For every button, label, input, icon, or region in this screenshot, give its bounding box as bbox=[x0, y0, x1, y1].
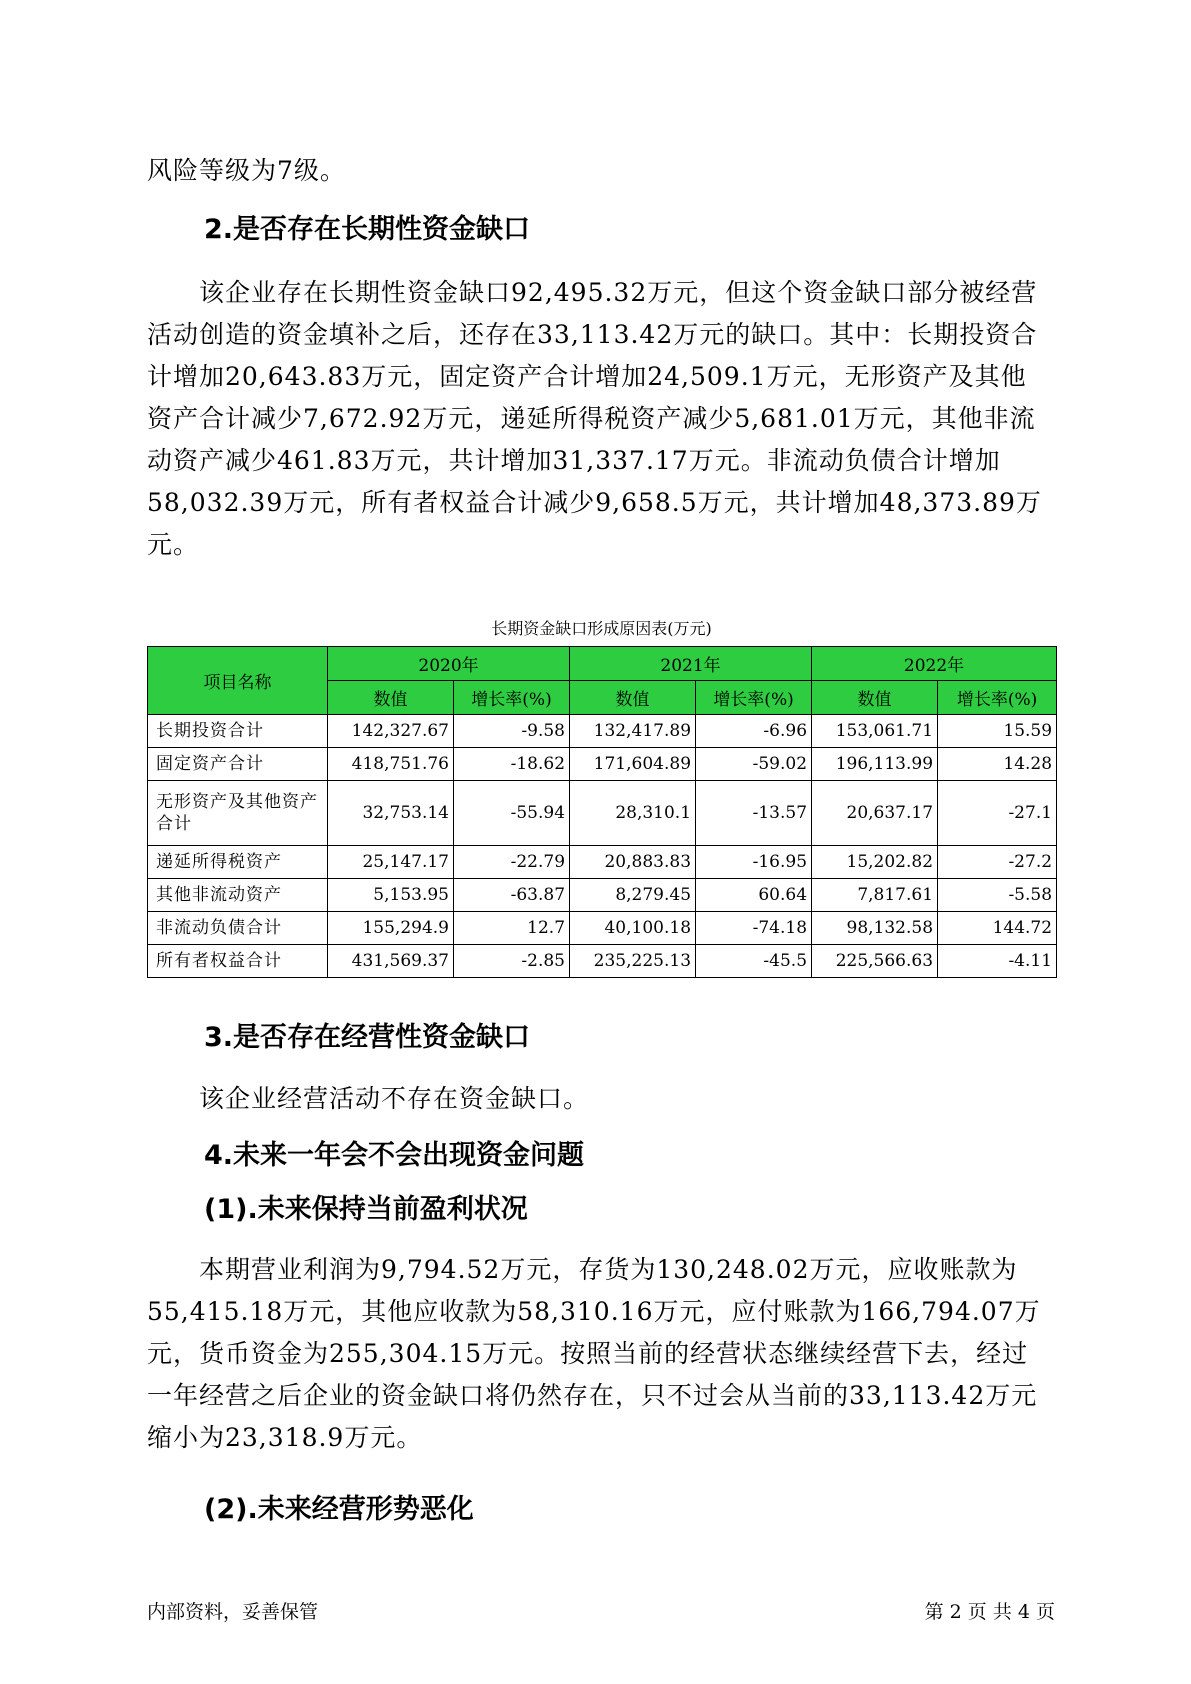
long-term-gap-table bbox=[147, 646, 1057, 978]
cell-growth: 12.7 bbox=[454, 912, 570, 945]
header-growth: 增长率(%) bbox=[938, 681, 1057, 715]
table-row bbox=[148, 879, 1057, 912]
cell-growth: -45.5 bbox=[696, 945, 812, 978]
row-name: 无形资产及其他资产合计 bbox=[148, 781, 328, 846]
header-growth: 增长率(%) bbox=[454, 681, 570, 715]
cell-value: 153,061.71 bbox=[812, 715, 938, 748]
cell-growth: -74.18 bbox=[696, 912, 812, 945]
cell-value: 5,153.95 bbox=[328, 879, 454, 912]
cell-growth: -4.11 bbox=[938, 945, 1057, 978]
cell-value: 28,310.1 bbox=[570, 781, 696, 846]
row-name: 递延所得税资产 bbox=[148, 846, 328, 879]
cell-value: 431,569.37 bbox=[328, 945, 454, 978]
cell-value: 8,279.45 bbox=[570, 879, 696, 912]
header-value: 数值 bbox=[328, 681, 454, 715]
table-row bbox=[148, 846, 1057, 879]
header-item-name: 项目名称 bbox=[148, 647, 328, 715]
cell-value: 32,753.14 bbox=[328, 781, 454, 846]
table-caption: 长期资金缺口形成原因表(万元) bbox=[491, 619, 712, 638]
cell-value: 25,147.17 bbox=[328, 846, 454, 879]
table-row bbox=[148, 945, 1057, 978]
table-row bbox=[148, 781, 1057, 846]
row-name: 所有者权益合计 bbox=[148, 945, 328, 978]
row-name: 固定资产合计 bbox=[148, 748, 328, 781]
header-year-2022: 2022年 bbox=[812, 647, 1057, 681]
footer-confidential: 内部资料，妥善保管 bbox=[147, 1601, 319, 1623]
cell-growth: -5.58 bbox=[938, 879, 1057, 912]
paragraph-operating-gap: 该企业经营活动不存在资金缺口。 bbox=[199, 1084, 590, 1113]
cell-value: 98,132.58 bbox=[812, 912, 938, 945]
heading-worsening: (2).未来经营形势恶化 bbox=[204, 1494, 474, 1525]
cell-growth: -16.95 bbox=[696, 846, 812, 879]
header-value: 数值 bbox=[570, 681, 696, 715]
cell-growth: -13.57 bbox=[696, 781, 812, 846]
header-year-2021: 2021年 bbox=[570, 647, 812, 681]
heading-keep-profit: (1).未来保持当前盈利状况 bbox=[204, 1194, 528, 1225]
cell-growth: 15.59 bbox=[938, 715, 1057, 748]
cell-growth: -27.1 bbox=[938, 781, 1057, 846]
footer-page-number: 第 2 页 共 4 页 bbox=[924, 1601, 1055, 1623]
cell-value: 20,883.83 bbox=[570, 846, 696, 879]
cell-value: 20,637.17 bbox=[812, 781, 938, 846]
paragraph-keep-profit: 本期营业利润为9,794.52万元，存货为130,248.02万元，应收账款为55,415.18万元，其他应收款为58,310.16万元，应付账款为166,794.07万元，货币资金为255,304.15万元。按照当前的经营状态继续经营下去，经过一年经营之后企业的资金缺口将仍然存在，只不过会从当前的33,113.42万元缩小为23,318.9万元。 bbox=[147, 1255, 1041, 1452]
cell-growth: -55.94 bbox=[454, 781, 570, 846]
cell-value: 142,327.67 bbox=[328, 715, 454, 748]
heading-operating-gap: 3.是否存在经营性资金缺口 bbox=[204, 1022, 531, 1053]
row-name: 其他非流动资产 bbox=[148, 879, 328, 912]
table-header-row-years bbox=[148, 647, 1057, 681]
row-name: 非流动负债合计 bbox=[148, 912, 328, 945]
row-name: 长期投资合计 bbox=[148, 715, 328, 748]
header-value: 数值 bbox=[812, 681, 938, 715]
cell-growth: -27.2 bbox=[938, 846, 1057, 879]
cell-value: 235,225.13 bbox=[570, 945, 696, 978]
cell-value: 171,604.89 bbox=[570, 748, 696, 781]
table-row bbox=[148, 912, 1057, 945]
paragraph-long-term-gap: 该企业存在长期性资金缺口92,495.32万元，但这个资金缺口部分被经营活动创造的资金填补之后，还存在33,113.42万元的缺口。其中：长期投资合计增加20,643.83万元，固定资产合计增加24,509.1万元，无形资产及其他资产合计减少7,672.92万元，递延所得税资产减少5,681.01万元，其他非流动资产减少461.83万元，共计增加31,337.17万元。非流动负债合计增加58,032.39万元，所有者权益合计减少9,658.5万元，共计增加48,373.89万元。 bbox=[147, 278, 1042, 559]
cell-growth: 144.72 bbox=[938, 912, 1057, 945]
cell-value: 196,113.99 bbox=[812, 748, 938, 781]
heading-next-year: 4.未来一年会不会出现资金问题 bbox=[204, 1140, 585, 1171]
cell-value: 132,417.89 bbox=[570, 715, 696, 748]
cell-growth: 60.64 bbox=[696, 879, 812, 912]
cell-value: 7,817.61 bbox=[812, 879, 938, 912]
cell-value: 418,751.76 bbox=[328, 748, 454, 781]
cell-growth: -6.96 bbox=[696, 715, 812, 748]
cell-value: 40,100.18 bbox=[570, 912, 696, 945]
header-year-2020: 2020年 bbox=[328, 647, 570, 681]
cell-growth: -9.58 bbox=[454, 715, 570, 748]
cell-growth: -59.02 bbox=[696, 748, 812, 781]
paragraph-risk-level: 风险等级为7级。 bbox=[147, 156, 346, 185]
cell-growth: -22.79 bbox=[454, 846, 570, 879]
cell-value: 225,566.63 bbox=[812, 945, 938, 978]
cell-growth: 14.28 bbox=[938, 748, 1057, 781]
cell-growth: -18.62 bbox=[454, 748, 570, 781]
header-growth: 增长率(%) bbox=[696, 681, 812, 715]
heading-long-term-gap: 2.是否存在长期性资金缺口 bbox=[204, 214, 531, 245]
table-row bbox=[148, 715, 1057, 748]
cell-value: 155,294.9 bbox=[328, 912, 454, 945]
cell-growth: -63.87 bbox=[454, 879, 570, 912]
cell-value: 15,202.82 bbox=[812, 846, 938, 879]
table-row bbox=[148, 748, 1057, 781]
cell-growth: -2.85 bbox=[454, 945, 570, 978]
